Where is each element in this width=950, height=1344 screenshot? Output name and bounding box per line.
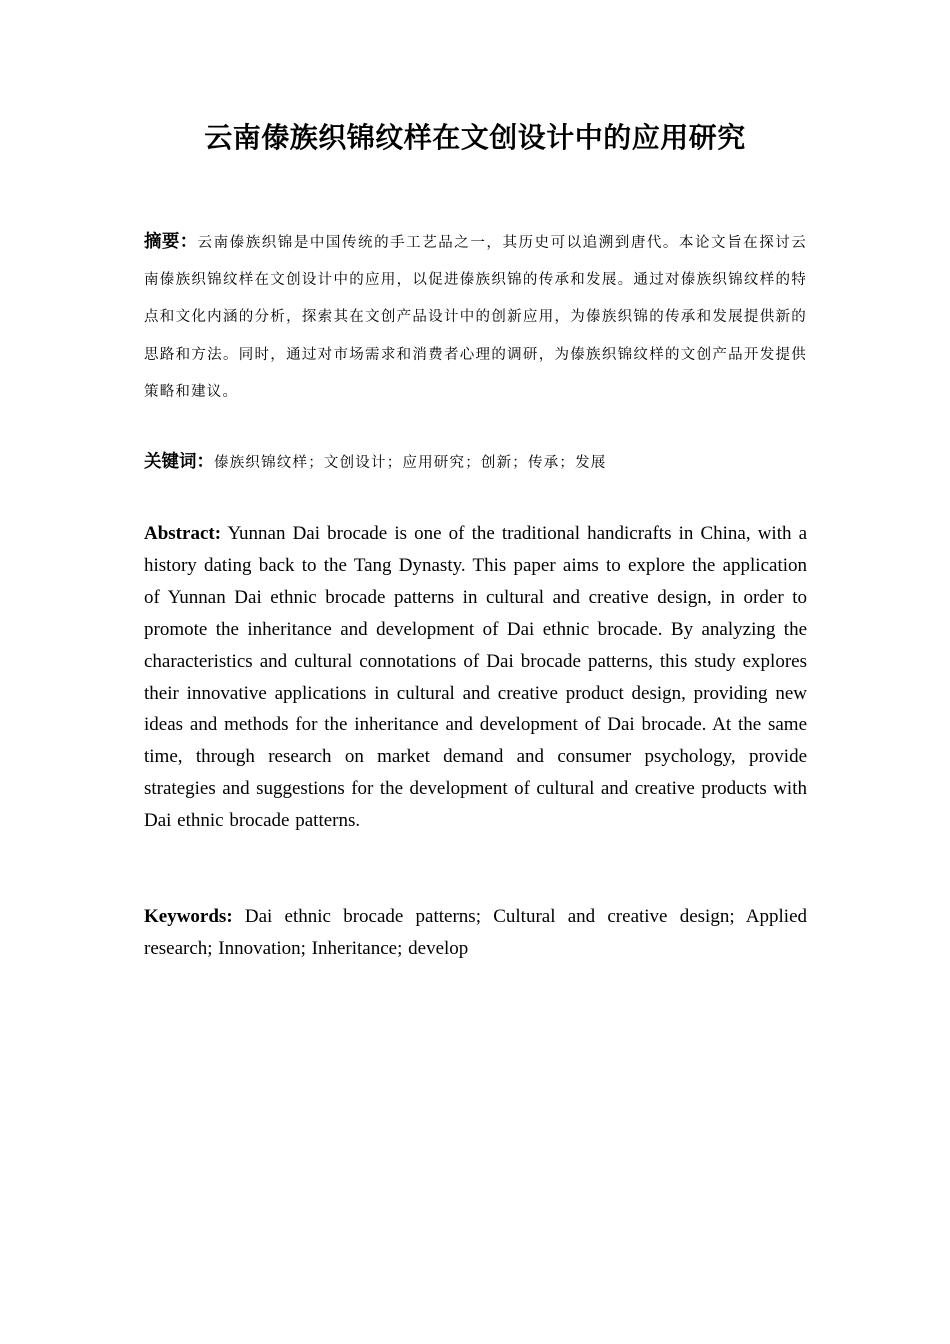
- chinese-abstract: [144, 224, 807, 411]
- chinese-keywords-text: 傣族织锦纹样；文创设计；应用研究；创新；传承；发展: [214, 455, 607, 471]
- english-abstract-label: Abstract:: [144, 523, 222, 544]
- english-abstract-text: Yunnan Dai brocade is one of the traditional handicrafts in China, with a history dating back to the Tang Dynasty. This paper aims to explore the application of Yunnan Dai ethnic brocade patterns in cultural and creative design, in order to promote the inheritance and development of Dai ethnic brocade. By analyzing the characteristics and cultural connotations of Dai brocade patterns, this study explores their innovative applications in cultural and creative product design, providing new ideas and methods for the inheritance and development of Dai brocade. At the same time, through research on market demand and consumer psychology, provide strategies and suggestions for the development of cultural and creative products with Dai ethnic brocade patterns.: [144, 523, 808, 832]
- chinese-abstract-label: 摘要：: [144, 232, 198, 252]
- english-keywords: [144, 901, 807, 965]
- english-abstract: [144, 518, 807, 837]
- chinese-abstract-text: 云南傣族织锦是中国传统的手工艺品之一，其历史可以追溯到唐代。本论文旨在探讨云南傣族织锦纹样在文创设计中的应用，以促进傣族织锦的传承和发展。通过对傣族织锦纹样的特点和文化内涵的分析，探索其在文创产品设计中的创新应用，为傣族织锦的传承和发展提供新的思路和方法。同时，通过对市场需求和消费者心理的调研，为傣族织锦纹样的文创产品开发提供策略和建议。: [144, 235, 807, 400]
- english-keywords-label: Keywords:: [144, 906, 233, 927]
- chinese-keywords: [144, 444, 807, 482]
- english-keywords-text: Dai ethnic brocade patterns; Cultural and creative design; Applied research; Innovation; Inheritance; develop: [144, 906, 807, 959]
- chinese-keywords-label: 关键词：: [144, 452, 214, 472]
- page-title: 云南傣族织锦纹样在文创设计中的应用研究: [204, 121, 746, 154]
